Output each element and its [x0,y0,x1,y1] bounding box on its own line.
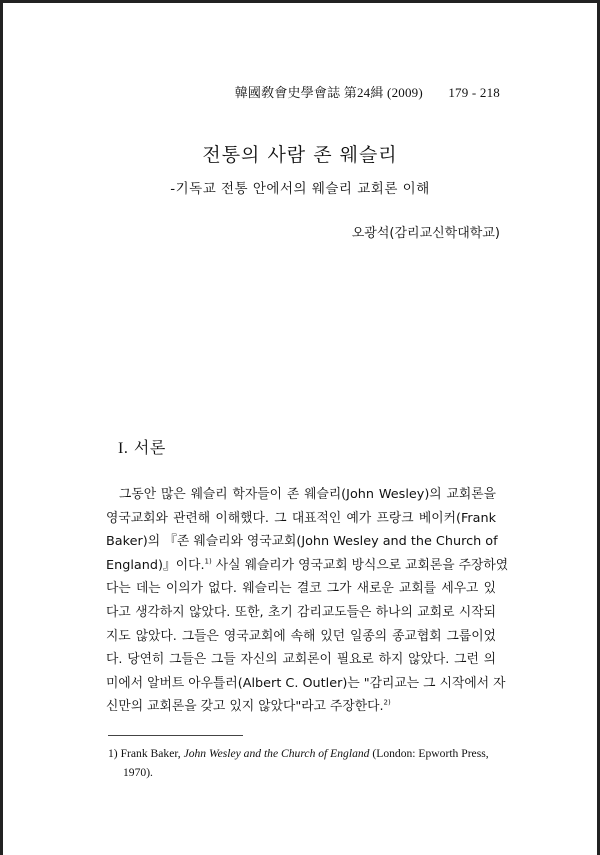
body-line-part: 신만의 교회론을 갖고 있지 않았다"라고 주장한다. [106,699,384,715]
journal-citation: 韓國敎會史學會誌 第24緝 (2009) [234,85,423,100]
footnote-reference-1[interactable]: 1) [204,557,212,566]
body-line: 다는 데는 이의가 없다. 웨슬리는 결코 그가 새로운 교회를 세우고 있 [106,581,496,597]
page-border-top [0,0,600,3]
footnote-author: Frank Baker, [120,747,181,760]
body-line-part: England)』이다. [106,557,205,573]
page-range: 179 - 218 [448,85,500,100]
body-line: 다. 당연히 그들은 그들 자신의 교회론이 필요로 하지 않았다. 그런 의 [106,652,496,668]
section-heading [118,435,166,458]
body-line: 지도 않았다. 그들은 영국교회에 속해 있던 일종의 종교협회 그룹이었 [106,628,496,644]
body-line: 미에서 알버트 아우틀러(Albert C. Outler)는 "감리교는 그 시작에서 자 [106,675,506,691]
body-line [106,554,509,578]
body-line: Baker)의 『존 웨슬리와 영국교회(John Wesley and the Church of [106,534,498,550]
footnote-reference-2[interactable]: 2) [383,699,391,708]
footnote-book-title: John Wesley and the Church of England [183,747,370,760]
page-border-left [0,0,3,855]
body-line: 그동안 많은 웨슬리 학자들이 존 웨슬리(John Wesley)의 교회론을 [119,487,496,502]
article-subtitle: -기독교 전통 안에서의 웨슬리 교회론 이해 [170,181,430,197]
footnote-year: 1970). [123,766,153,779]
footnote-number: 1) [108,747,118,760]
body-paragraph [106,483,509,719]
body-line: 영국교회와 관련해 이해했다. 그 대표적인 예가 프랑크 베이커(Frank [106,510,496,526]
article-title: 전통의 사람 존 웨슬리 [202,144,398,166]
footnote-publisher: (London: Epworth Press, [372,747,489,760]
footnote-separator [108,735,243,736]
body-line [106,695,496,719]
section-number: I. [118,440,129,457]
footnote-1 [108,744,500,782]
body-line: 다고 생각하지 않았다. 또한, 초기 감리교도들은 하나의 교회로 시작되 [106,604,496,620]
section-title: 서론 [133,438,166,457]
footnote-line [108,744,500,763]
body-line-part: 사실 웨슬리가 영국교회 방식으로 교회론을 주장하였 [215,557,509,573]
author-affiliation: 오광석(감리교신학대학교) [351,226,500,241]
running-head [235,82,500,101]
